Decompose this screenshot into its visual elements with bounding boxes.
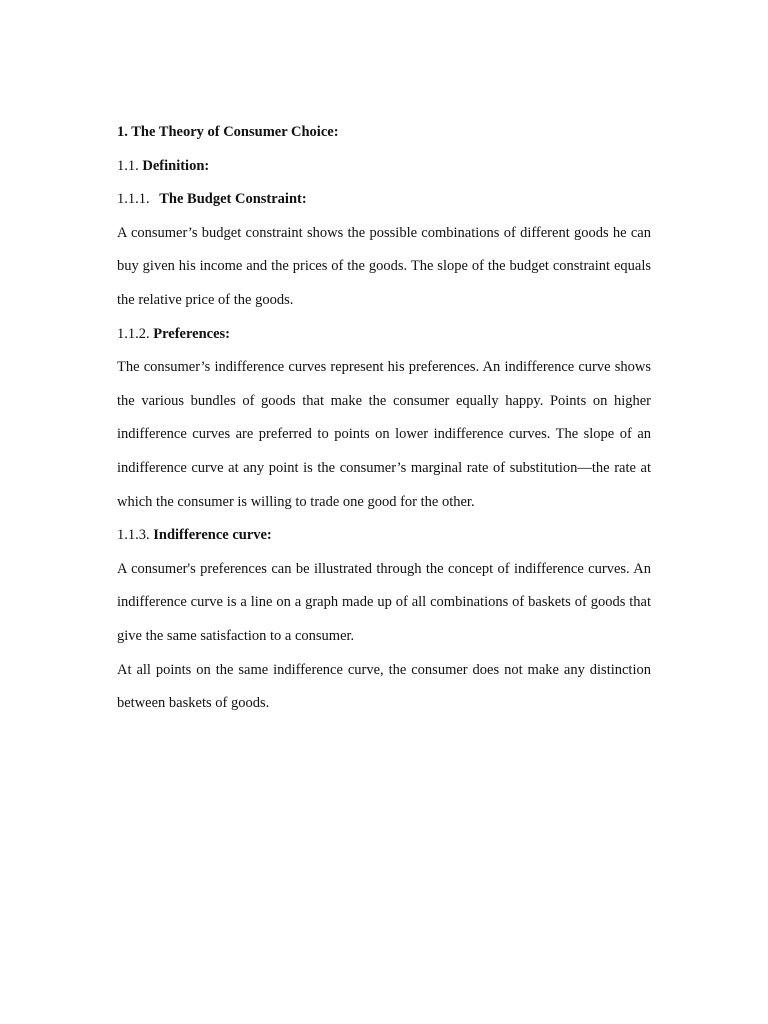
document-page [117, 116, 651, 721]
section-heading-budget-constraint [117, 183, 651, 217]
section-heading-indifference-curve [117, 519, 651, 553]
section-title: Preferences: [153, 325, 230, 342]
section-number: 1.1.2. [117, 325, 150, 342]
paragraph-indifference-curve: A consumer's preferences can be illustrated through the concept of indifference curves. An indifference curve is a line on a graph made up of all combinations of baskets of goods that give the same satisfaction to a consumer. [117, 560, 651, 644]
paragraph-budget-constraint: A consumer’s budget constraint shows the possible combinations of different goods he can buy given his income and the prices of the goods. The slope of the budget constraint equals the relative price of the goods. [117, 224, 651, 308]
section-title: The Budget Constraint: [159, 191, 307, 208]
section-number: 1.1. [117, 157, 139, 174]
paragraph-indifference-points: At all points on the same indifference curve, the consumer does not make any distinction between baskets of goods. [117, 661, 651, 712]
section-number: 1.1.1. [117, 191, 150, 208]
section-number: 1.1.3. [117, 527, 150, 544]
paragraph-preferences: The consumer’s indifference curves represent his preferences. An indifference curve shows the various bundles of goods that make the consumer equally happy. Points on higher indifference curves are preferred to points on lower indifference curves. The slope of an indifference curve at any point is the consumer’s marginal rate of substitution—the rate at which the consumer is willing to trade one good for the other. [117, 359, 651, 510]
section-heading-definition [117, 150, 651, 184]
main-heading-text: 1. The Theory of Consumer Choice: [117, 124, 339, 140]
section-title: Definition: [142, 157, 210, 174]
section-title: Indifference curve: [153, 527, 272, 544]
section-heading-preferences [117, 318, 651, 352]
main-heading [117, 116, 651, 150]
